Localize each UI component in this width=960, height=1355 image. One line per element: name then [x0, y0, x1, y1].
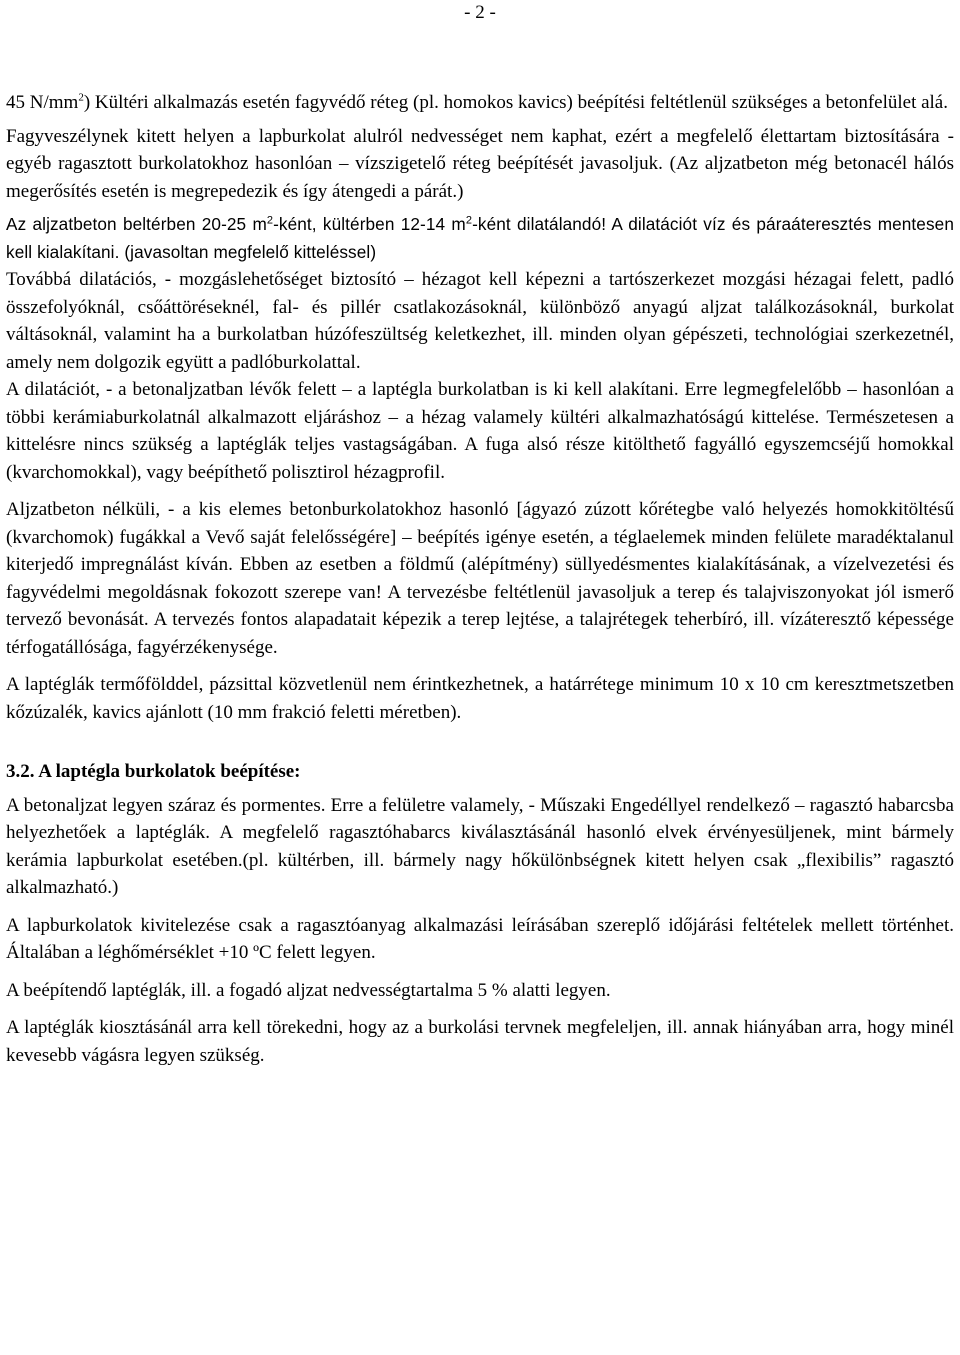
- paragraph-moisture: A beépítendő laptéglák, ill. a fogadó aljzat nedvességtartalma 5 % alatti legyen.: [6, 979, 611, 1001]
- paragraph-movement-joints: Továbbá dilatációs, - mozgáslehetőséget biztosító – hézagot kell képezni a tartószerkezet mozgási hézagai felett, padló összefolyóknál, csőáttöréseknél, fal- és pillér csatlakozásoknál, különböző anyagú aljzat találkozásoknál, burkolat váltásoknál, valamint ha a burkolatban húzófeszültség keletkezhet, ill. minden olyan gépészeti, technológiai szerkezetnél, amely nem dolgozik együtt a padlóburkolattal.: [6, 269, 954, 373]
- section-heading: 3.2. A laptégla burkolatok beépítése:: [6, 761, 301, 782]
- paragraph-soil-contact: A laptéglák termőfölddel, pázsittal közvetlenül nem érintkezhetnek, a határrétege minimum 10 x 10 cm keresztmetszetben kőzúzalék, kavics ajánlott (10 mm frakció feletti méretben).: [6, 674, 954, 723]
- document-body: [6, 89, 954, 1069]
- paragraph-layout-plan: A laptéglák kiosztásánál arra kell törekedni, hogy az a burkolási tervnek megfeleljen, ill. annak hiányában arra, hogy minél kevesebb vágásra legyen szükség.: [6, 1017, 954, 1066]
- paragraph-no-concrete-base: Aljzatbeton nélküli, - a kis elemes betonburkolatokhoz hasonló [ágyazó zúzott kőrétegbe való helyezés homokkitöltésű (kvarchomok) fugákkal a Vevő saját felelősségére] – beépítés igénye esetén, a téglaelemek minden felülete maradéktalanul kiterjedő impregnálást kíván. Ebben az esetben a földmű (alépítmény) süllyedésmentes kialakításának, a vízelvezetési és fagyvédelmi megoldásnak fokozott szerepe van! A tervezésbe feltétlenül javasoljuk a terep és talajviszonyokat jól ismerő tervező bevonását. A tervezés fontos alapadatait képezik a terep lejtése, a talajrétegek teherbíró, ill. vízáteresztő képessége térfogatállósága, fagyérzékenysége.: [6, 499, 954, 658]
- paragraph-joint-in-tile: A dilatációt, - a betonaljzatban lévők felett – a laptégla burkolatban is ki kell alakítani. Erre legmegfelelőbb – hasonlóan a többi kerámiaburkolatnál alkalmazott eljáráshoz – a hézag valamely kültéri alkalmazhatóságú kittelése. Természetesen a kittelésre nincs szükség a laptéglák teljes vastagságában. A fuga alsó része kitölthető fagyálló egyszemcséjű homokkal (kvarchomokkal), vagy beépíthető polisztirol hézagprofil.: [6, 379, 954, 483]
- paragraph-frost-protection: 45 $N/mm^2$) Kültéri alkalmazás esetén fagyvédő réteg (pl. homokos kavics) beépítési feltétlenül szükséges a betonfelület alá.: [6, 91, 948, 113]
- page-number: - 2 -: [464, 2, 496, 23]
- paragraph-adhesive: A betonaljzat legyen száraz és pormentes. Erre a felületre valamely, - Műszaki Engedéllyel rendelkező – ragasztó habarcsba helyezhetőek a laptéglák. A megfelelő ragasztóhabarcs kiválasztásánál hasonló elvek érvényesüljenek, mint bármely kerámia lapburkolat esetében.(pl. kültérben, ill. bármely nagy hőkülönbségnek kitett helyen csak „flexibilis” ragasztó alkalmazható.): [6, 794, 954, 898]
- paragraph-weather-conditions: A lapburkolatok kivitelezése csak a ragasztóanyag alkalmazási leírásában szereplő időjárási feltételek mellett történhet. Általában a léghőmérséklet +10 ºC felett legyen.: [6, 914, 954, 963]
- paragraph-waterproofing: Fagyveszélynek kitett helyen a lapburkolat alulról nedvességet nem kaphat, ezért a megfelelő élettartam biztosítására - egyéb ragasztott burkolatokhoz hasonlóan – vízszigetelő réteg beépítését javasoljuk. (Az aljzatbeton még betonacél hálós megerősítés esetén is megrepedezik és így átengedi a párát.): [6, 125, 954, 202]
- paragraph-dilatation: Az aljzatbeton beltérben 20-25 $m^2$-ként, kültérben 12-14 $m^2$-ként dilatálandó! A dilatációt víz és páraáteresztés mentesen kell kialakítani. (javasoltan megfelelő kitteléssel): [6, 214, 954, 262]
